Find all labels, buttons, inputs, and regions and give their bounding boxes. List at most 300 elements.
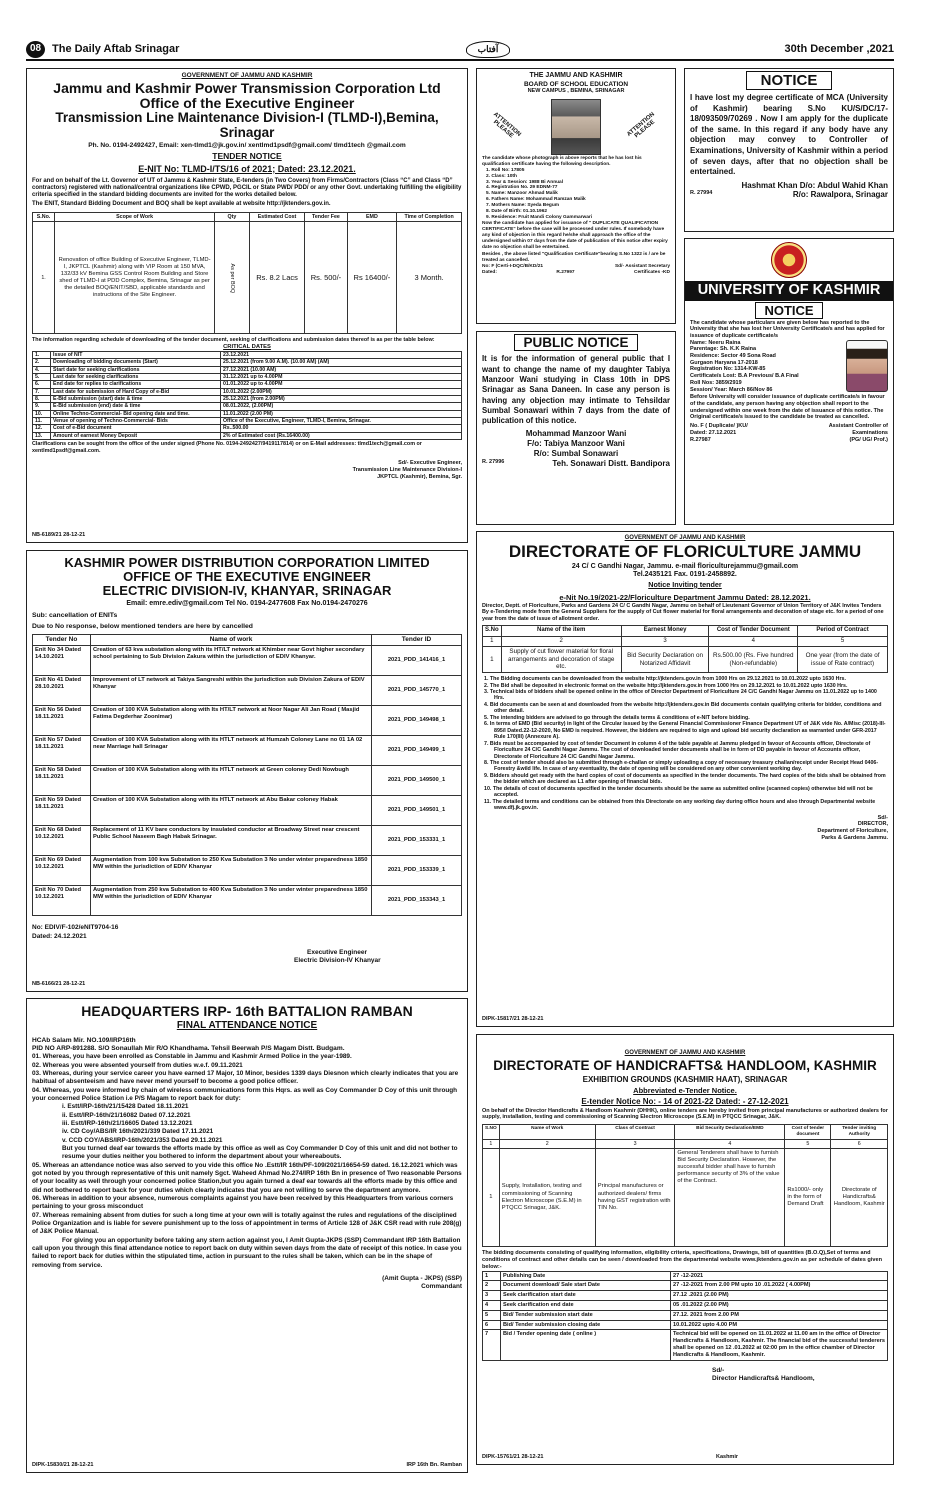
cell: 3 Month. [397, 222, 462, 334]
col-header: Cost of Tender Document [709, 626, 798, 636]
whereas-list [32, 1053, 462, 1103]
bose-title: BOARD OF SCHOOL EDUCATION [523, 80, 629, 88]
col-header: Tender Fee [305, 212, 347, 221]
notice-subtitle: FINAL ATTENDANCE NOTICE [176, 1020, 318, 1032]
residence: R/o: Rawalpora, Srinagar [792, 190, 888, 200]
sig-line: Director Handicrafts& Handloom, [712, 1374, 815, 1382]
flori-table [482, 625, 888, 673]
applicant-line: Teh. Sonawari Distt. Bandipora [552, 458, 670, 468]
cell: E-Bid submission (start) date & time [51, 396, 221, 403]
directorate-title: DIRECTORATE OF FLORICULTURE JAMMU [508, 542, 862, 562]
cell: 3 [595, 1139, 675, 1148]
addressee-line: HCAb Salam Mir. NO.109/IRP16th [32, 1037, 136, 1045]
sig-row [690, 437, 888, 444]
table-row [33, 736, 462, 766]
ref-number [32, 1462, 462, 1469]
table-row [33, 396, 462, 403]
applicant-line: F/o: Tabiya Manzoor Wani [527, 439, 625, 449]
cell: 6 [831, 1139, 888, 1148]
cell: 23.12.2021 [221, 352, 462, 359]
notice-title: NOTICE [746, 71, 833, 90]
university-kashmir-notice [684, 238, 894, 525]
particulars-list [482, 168, 670, 221]
term-item: 9. Bidders should get ready with the hard copies of cost of documents as specified in the tender documents. The hard copies of the bids shall be obtained from the bidder which are declared as L1 after opening of financial bids. [484, 772, 886, 786]
table-row [33, 796, 462, 826]
tel-line: Tel.2435121 Fax. 0191-2458892. [633, 571, 737, 579]
cell: Bid/ Tender submission start date [501, 1310, 671, 1320]
notice-body: I have lost my degree certificate of MCA (University of Kashmir) bearing S.No KU/S/DC/17-18/093509/70269 . Now I am apply for the duplicate of the same. In this regard if any body have any objection may convey to Controller of Examinations, University of Kashmir within a period of seven days, after that no objection shall be entertained. [690, 93, 888, 177]
notice-body: It is for the information of general public that I want to change the name of my daughter Tabiya Manzoor Wani studying in Class 10th in DPS Srinagar as Sana Daneen. In case any person is having any objection may intimate to Tehsildar Sumbal Sonawari within 7 days from the date of publication of this notice. [482, 354, 670, 426]
col-header: Name of the item [501, 626, 621, 636]
masthead [26, 40, 894, 61]
intro-text: The candidate whose photograph is above reports that he has lost his qualification certificate having the following description. [482, 156, 642, 167]
col-header: Tender ID [372, 635, 462, 646]
particular-item: Name: Neeru Raina [690, 339, 741, 346]
intro-text: The candidate whose particulars are given below has reported to the University that she has lost her University Certificate/s and has applied for issuance of duplicate certificate/s [690, 319, 885, 339]
cell: Technical bid will be opened on 11.01.2022 at 11.00 am in the office of Director Handicrafts & Handloom, Kashmir. The financial bid of the successful tenderers shall be opened on 12 .01.2022 at 02:00 pm in the office chamber of Director Handicrafts & Handloom, Kashmir. [671, 1330, 888, 1360]
references-list [32, 1103, 462, 1145]
cell: 1 [483, 647, 502, 673]
cell: Enit No 58 Dated 18.11.2021 [33, 766, 91, 796]
ref-row [482, 459, 670, 469]
cell: Creation of 100 KVA Substation along with its HTLT network at Green coloney Dedi Nowbugh [91, 766, 372, 796]
whereas-item: 07. Whereas remaining absent from duties for such a long time at your own will is totally against the rules and regulations of the disciplined Police Organization and is liable for severe punishment up to the loss of appointment in terms of Article 128 of J&K CSR read with rule 208(g) of J&K Police Manual. [32, 1211, 462, 1236]
term-item: 4. Bid documents can be seen at and downloaded from the website http://jktenders.gov.in Bid documents contain qualifying criteria for bidder, conditions and other detail. [484, 701, 882, 715]
cell: 12. [33, 425, 51, 432]
no-text: No: F (Certi-I-DQC/B/KD/21 [482, 264, 544, 270]
particular-item: Parentage: Sh. K.K Raina [690, 346, 757, 353]
floriculture-tender-notice [476, 531, 894, 1027]
ref-text: NB-6166/21 28-12-21 [32, 981, 86, 988]
term-item: 8. The cost of tender should also be submitted through e-challan or simply uploading a copy of necessary treasury challan/receipt under Receipt Head 0406- Forestry &wild life. In case of any eventuality, the date of opening will be considered on any other convenient working day. [484, 759, 879, 773]
cell: Improvement of LT network at Takiya Sangreshi within the jurisdiction sub Division Zakura of EDIV Khanyar [91, 676, 372, 706]
particular-item: Certificate/s Lost: B.A Previous/ B.A Final [690, 373, 799, 380]
term-item: 7. Bids must be accompanied by cost of tender Document in column 4 of the table payable at Jammu pledged in favour of Accounts officer, Directorate of Floriculture 24 C/C Gandhi Nagar Jammu. The cost of downloaded tender documents shall be in form of DD payable in favour of Accounts officer, Directorate of Floriculture 24 C/C Gandhi Nagar Jammu. [484, 740, 871, 760]
body-text: But you turned deaf ear towards the efforts made by this office as well as Coy Commander D Coy of this unit and did not bother to resume your duties neither you bothered to inform the department about your whereabouts. [62, 1144, 458, 1161]
cell: 1 [483, 636, 502, 646]
sig-line: JKPTCL (Kashmir), Bemina, Sgr. [377, 473, 462, 480]
notice-title: NOTICE [755, 302, 822, 319]
cell: 7 [483, 1330, 501, 1360]
cell: 31.12.2021 up to 4.00PM [221, 374, 462, 381]
cell: Rs1000/- only in the form of Demand Draft [785, 1149, 831, 1247]
term-item: 10. The details of cost of documents specified in the tender documents should be the same as submitted online (scanned copies) otherwise bid will not be accepted. [484, 785, 873, 799]
cell: Last date for submission of Hard Copy of e-Bid [51, 388, 221, 395]
gov-heading: GOVERNMENT OF JAMMU AND KASHMIR [181, 72, 313, 79]
cell: 3 [483, 1291, 501, 1301]
particular-item: 1. Roll No: 17805 [486, 167, 525, 173]
cell: 10.01.2022 upto 4.00 PM [671, 1320, 888, 1330]
cell: 27.12 .2021 (2.00 PM) [671, 1291, 888, 1301]
particular-item: 7. Mothers Name: Syeda Begum [486, 202, 560, 208]
cell: 11.01.2022 (2.00 PM) [221, 410, 462, 417]
sig-line: Sd/- [712, 1366, 725, 1374]
cell: 4 [483, 1300, 501, 1310]
whereas-item: 03. Whereas, during your service career you have earned 17 Major, 10 Minor, besides 1339 days Diesnon which clearly indicates that you are habitual of absenteeism and have never mend yourself to become a good police officer. [32, 1070, 459, 1086]
sig-line: Transmission Line Maintenance Division-I [352, 467, 462, 474]
sig-line: Executive Engineer [307, 948, 367, 956]
info-paragraph: The information regarding schedule of downloading of the tender document, seeking of clarifications and submission dates thereof is as per the table below: [32, 337, 435, 344]
reference-item: i. Estt/IRP-16th/21/15428 Dated 18.11.2021 [62, 1103, 189, 1111]
cell: 5 [483, 1310, 501, 1320]
cell: 2021_PDD_141416_1 [372, 646, 462, 676]
ref-text: R. 27996 [482, 458, 505, 465]
table-row [33, 388, 462, 395]
table-row [483, 1330, 888, 1360]
directorate-title: DIRECTORATE OF HANDICRAFTS& HANDLOOM, KASHMIR [493, 1058, 877, 1074]
table-row [483, 1320, 888, 1330]
sig-line: Sd/- [877, 814, 888, 821]
ref-row [690, 190, 888, 200]
cell: Renovation of office Building of Executive Engineer, TLMD-I, JKPTCL (Kashmir) along with VIP Room at 150 MVA, 132/33 kV Bemina GSS Control Room Building and Store shed of TLMD-I at PDD Complex, Bemina, Srinagar as per the detailed BOQ/ENIT/SBD, applicable standards and instructions of the Site Engineer. [55, 222, 215, 334]
page-number: 08 [26, 41, 45, 58]
cell: 13. [33, 432, 51, 439]
table-row [33, 381, 462, 388]
table-row [483, 1149, 888, 1247]
sig-row [690, 423, 888, 430]
date-text: Dated: [482, 270, 497, 276]
cell: 2021_PDD_153331_1 [372, 826, 462, 856]
reference-item: ii. Estt/IRP-16th/21/16082 Dated 07.12.2021 [62, 1111, 191, 1119]
university-emblem-icon [771, 242, 807, 278]
date-line: Dated: 24.12.2021 [32, 933, 87, 941]
clarification-line: Clarifications can be sought from the office of the under signed (Phone No. 0194-2492427/9419117814) or on E-Mail addresses: tlmd1tech@gmail.com or xentlmd1psdf@gmail.com. [32, 441, 422, 454]
ref-text: NB-6189/21 28-12-21 [32, 532, 86, 539]
sig-text: Examinations [852, 429, 888, 436]
address-line: 24 C/ C Gandhi Nagar, Jammu. e-mail floriculturejammu@gmail.com [571, 562, 799, 570]
cell: Enit No 69 Dated 10.12.2021 [33, 856, 91, 886]
table-row [483, 1281, 888, 1291]
cell: Rs 16400/- [347, 222, 397, 334]
cell: Supply, Installation, testing and commissioning of Scanning Electron Microscope (S.E.M) in PTQCC Srinagar, J&K. [499, 1149, 595, 1247]
tender-paragraph: On behalf of the Director Handicrafts & Handloom Kashmir (DHHK), online tenders are hereby invited from principal manufactures or authorized dealers for supply, installation, testing and commissioning of Scanning Electron Microscope (S.E.M) in PTQCC Srinagar, J&K. [482, 1107, 888, 1121]
work-table [32, 212, 462, 334]
ref-text: DIPK-15761/21 28-12-21 [482, 1454, 544, 1461]
particular-item: Residence: Sector 49 Sona Road [690, 353, 776, 360]
cell: Enit No 59 Dated 18.11.2021 [33, 796, 91, 826]
mca-lost-notice [684, 68, 894, 232]
enit-number: E-tender Notice No: - 14 of 2021-22 Dated: - 27-12-2021 [581, 1096, 789, 1106]
cell: 2021_PDD_153339_1 [372, 856, 462, 886]
table-row [33, 403, 462, 410]
cell: Enit No 41 Dated 28.10.2021 [33, 676, 91, 706]
cell: 7. [33, 388, 51, 395]
contact-line: Ph. No. 0194-2492427, Email: xen-tlmd1@jk.gov.in/ xentlmd1psdf@gmail.com/ tlmd1tech @gmail.com [88, 142, 406, 150]
contact-line: Email: emre.ediv@gmail.com Tel No. 0194-2477608 Fax No.0194-2470276 [126, 600, 368, 608]
cell: 05 .01.2022 (2.00 PM) [671, 1300, 888, 1310]
body-text: Besides , the above listed "Qualification Certificate"bearing S.No 1322 is / are be treated as cancelled. [482, 251, 666, 263]
ref-text: R. 27994 [690, 190, 713, 197]
handicrafts-tender-notice [476, 1034, 894, 1465]
table-row [33, 766, 462, 796]
cell: 1 [483, 1149, 500, 1247]
reference-item: v. CCD COY/ABS/IRP-16th/2021/353 Dated 29.11.2021 [62, 1136, 223, 1144]
newspaper-logo-icon: آفتاب [466, 41, 510, 58]
gov-heading: GOVERNMENT OF JAMMU AND KASHMIR [624, 535, 746, 541]
col-header: Scope of Work [55, 212, 215, 221]
cell: One year (from the date of issue of Rate contract) [798, 647, 888, 673]
sig-line: Electric Division-IV Khanyar [294, 956, 381, 964]
ref-text: R.27997 [556, 270, 575, 276]
sig-row [690, 430, 888, 437]
signature [32, 1275, 462, 1291]
cell: 2% of Estimated cost (Rs.16400.00) [221, 432, 462, 439]
cell: E-Bid submission (end) date & time [51, 403, 221, 410]
cell: 5 [785, 1139, 831, 1148]
critical-dates-heading: CRITICAL DATES [223, 343, 271, 350]
cell: 2021_PDD_149498_1 [372, 706, 462, 736]
cell: 1 [483, 1271, 501, 1281]
cell: Principal manufactures or authorized dealers/ firms having GST registration with TIN No. [595, 1149, 675, 1247]
no-line: No: EDIV/F-102/eNIT9704-16 [32, 924, 119, 932]
cell: 1. [33, 222, 55, 334]
applicant-name: Mohammad Manzoor Wani [525, 429, 627, 439]
sig-line: DIRECTOR, [857, 821, 888, 828]
cell: General Tenderers shall have to furnish Bid Security Declaration. However, the successful bidder shall have to furnish performance security of 3% of the value of the Contract. [675, 1149, 785, 1247]
critical-dates-table [32, 351, 462, 440]
kpdcl-cancellation-notice [26, 550, 468, 992]
col-header: S.NO [483, 1124, 500, 1139]
cell: Creation of 100 KVA Substation along with its HTLT network at Humzah Coloney Lane no 01 1A 02 near Marriage hall Srinagar [91, 736, 372, 766]
nit-heading: Notice Inviting tender [648, 579, 722, 589]
table-row [33, 418, 462, 425]
col-header: Tender No [33, 635, 91, 646]
date-text: Dated: 27.12.2021 [690, 429, 737, 436]
division-title: Transmission Line Maintenance Division-I (TLMD-I),Bemina, Srinagar [55, 110, 439, 140]
table-row [483, 1300, 888, 1310]
schedule-table [482, 1271, 888, 1361]
sig-text: Assistant Controller of [828, 423, 888, 430]
handi-table [482, 1124, 888, 1247]
cell: Enit No 34 Dated 14.10.2021 [33, 646, 91, 676]
table-row [33, 222, 462, 334]
cell: Creation of 63 kva substation along with its HT/LT network at Khimber near Govt higher secondary school pertaining to Sub Division Zakura within the jurisdiction of EDIV Khanyar. [91, 646, 372, 676]
whereas-item: 04. Whereas, you were informed by chain of wireless communications form this Hqrs. as well as Coy Commander D Coy of this unit through your concerned Police Station i.e P/S Magam to report back for duty: [32, 1086, 458, 1102]
cell: 8. [33, 396, 51, 403]
cell: 08.01.2022, (2.00PM) [221, 403, 462, 410]
cell: Enit No 70 Dated 10.12.2021 [33, 886, 91, 916]
cell: As per BOQ [229, 263, 236, 293]
enit-number: E-NIT No: TLMD-I/TS/16 of 2021; Dated: 23.12.2021. [138, 163, 356, 174]
reference-item: iii. Estt/IRP-16th/21/16605 Dated 13.12.2021 [62, 1119, 193, 1127]
subject-line: Sub: cancellation of ENITs [32, 611, 118, 619]
table-row [33, 374, 462, 381]
cell: Seek clarification end date [501, 1300, 671, 1310]
addressee-line: PID NO ARP-891288. S/O Sonaullah Mir R/O Khandhama. Tehsil Beerwah P/S Magam Distt. Budgam. [32, 1045, 345, 1053]
cell: 2021_PDD_149501_1 [372, 796, 462, 826]
ref-number [32, 981, 462, 988]
particular-item: 5. Name: Manzoor Ahmad Malik [486, 191, 558, 197]
cell: Bid / Tender opening date ( online ) [501, 1330, 671, 1360]
reference-item: iv. CD Coy/ABS/IR 16th/2021/339 Dated 17.11.2021 [62, 1128, 214, 1136]
cell: Document download/ Sale start Date [501, 1281, 671, 1291]
ref-number [32, 532, 462, 539]
public-notice [476, 331, 676, 525]
tender-paragraph: For and on behalf of the Lt. Governor of UT of Jammu & Kashmir State, E-tenders (in Two Covers) from Firms/Contractors (Class “C” and Class “D” contractors) registered with national/central organizations like CPWD, PGCIL or State PWD/ PDD/ or any other Govt. undertaking fulfilling the eligibility criteria specified in the standard bidding documents are invited for the works detailed below. [32, 177, 462, 199]
docs-paragraph: The bidding documents consisting of qualifying information, eligibility criteria, specifications, Drawings, bill of quantities (B.O.Q),Set of terms and conditions of contract and other details can be seen / downloaded from the departmental website www.jktenders.gov.in as per schedule of dates given below:- [482, 1250, 883, 1270]
cell: 27.12. 2021 from 2.00 PM [671, 1310, 888, 1320]
particular-item: Gurgaon Haryana 17-2018 [690, 359, 758, 366]
cell: End date for replies to clarifications [51, 381, 221, 388]
jkptcl-tender-notice [26, 68, 468, 543]
cell: 27 -12-2021 [671, 1271, 888, 1281]
cell: 27.12.2021 (10.00 AM) [221, 366, 462, 373]
applicant-name: Hashmat Khan D/o: Abdul Wahid Khan [741, 180, 888, 190]
cell: 2021_PDD_145770_1 [372, 676, 462, 706]
cell: 4 [709, 636, 798, 646]
cell: Downloading of bidding documents (Start) [51, 359, 221, 366]
address-line: EXHIBITION GROUNDS (KASHMIR HAAT), SRINAGAR [582, 1074, 788, 1084]
particular-item: Roll Nos: 3859/2919 [690, 379, 742, 386]
attention-stamp: ATTENTION PLEASE [491, 111, 522, 140]
col-header: S.No. [33, 212, 55, 221]
whereas-item: 05. Whereas an attendance notice was also served to you vide this office No .Estt/IR 16th/PF-109/2021/16654-59 dated. 16.12.2021 which was got noted by you through representative of this unit namely Sgct. Waheed Ahmad No.274/IRP 16th Bn in presence of Two reasonable Persons of your locality as well through your concerned police Station,but you again turned a deaf ear towards all the efforts made by this office and did not bothered to report back for your duties which clearly indicates that you are not willing to serve the department anymore. [32, 1161, 462, 1194]
body-text: Now the candidate has applied for issuance of " DUPLICATE QUALIFICATION CERTIFICATE" before the case will be processed under rules. If somebody have any kind of objection in this regard he/she shall approach the office of the undersigned within 07 days from the date of publication of this notice after expiry date no objection shall be entertained. [482, 221, 668, 250]
table-row [33, 425, 462, 432]
cell: Issue of NIT [51, 352, 221, 359]
cell: 10.01.2022 (2.00PM) [221, 388, 462, 395]
cell: Creation of 100 KVA Substation along with its HTLT network at Abu Bakar coloney Habak [91, 796, 372, 826]
whereas-item: 02. Whereas you were absented yourself from duties w.e.f. 09.11.2021 [32, 1061, 243, 1069]
cell: Directorate of Handicrafts& Handloom, Kashmir [831, 1149, 888, 1247]
table-row [33, 646, 462, 676]
cell: Publishing Date [501, 1271, 671, 1281]
signature [712, 1367, 888, 1383]
sig-line: Department of Floriculture, [817, 828, 888, 834]
ref-text: DIPK-15817/21 28-12-21 [482, 1016, 544, 1023]
table-row [33, 359, 462, 366]
sig-line: (Amit Gupta - JKPS) (SSP) [382, 1274, 462, 1282]
term-item: 1. The Bidding documents can be downloaded from the website http://jktenders.gov.in from 1000 Hrs on 29.12.2021 to 10.01.2022 upto 1630 Hrs. [484, 676, 846, 683]
no-text: No. F ( Duplicate/ )KU/ [690, 423, 748, 430]
cell: 25.12.2021 (from 9.00 A.M). (10.00 AM) (AM) [221, 359, 462, 366]
cell: 4. [33, 366, 51, 373]
term-item: 2. The Bid shall be deposited in electronic format on the website http://jktenders.gov.in from 1000 Hrs on 29.12.2021 to 10.01.2022 upto 1630 Hrs. [484, 682, 848, 689]
table-row [33, 856, 462, 886]
cell: Start date for seeking clarifications [51, 366, 221, 373]
sig-text: (PG/ UG/ Prof.) [849, 436, 888, 443]
enit-number: e-Nit No.19/2021-22/Floriculture Department Jammu Dated: 28.12.2021. [559, 592, 811, 602]
cell: 10. [33, 410, 51, 417]
cell: Amount of earnest Money Deposit [51, 432, 221, 439]
bose-notice [476, 68, 676, 324]
cancelled-tenders-table [32, 634, 462, 916]
term-item: 11. The detailed terms and conditions can be obtained from this Directorate on any working day during office hours and also through Departmental website www.dfj.jk.gov.in. [484, 798, 876, 812]
col-header: Qty [215, 212, 250, 221]
ref-number [482, 1016, 888, 1023]
table-row [33, 886, 462, 916]
col-header: Time of Completion [397, 212, 462, 221]
table-row [483, 1310, 888, 1320]
office-title: OFFICE OF THE EXECUTIVE ENGINEER [123, 569, 371, 585]
cell: Replacement of 11 KV bare conductors by insulated conductor at Broadway Street near crescent Public School Naseem Bagh Habak Srinagar. [91, 826, 372, 856]
cell: 2021_PDD_149500_1 [372, 766, 462, 796]
whereas-item: 06. Whereas in addition to your absence, numerous complaints against you have been received by this Headquarters from various corners pertaining to your gross misconduct [32, 1194, 454, 1211]
particular-item: 6. Fathers Name: Mohammad Ramzan Malik [486, 197, 586, 203]
sig-text: Sd/- Assistant Secretary [614, 264, 670, 270]
table-row [33, 676, 462, 706]
cell: Cost of e-Bid document [51, 425, 221, 432]
irp-attendance-notice [26, 998, 468, 1473]
cell: Enit No 57 Dated 18.11.2021 [33, 736, 91, 766]
cell: 4 [675, 1139, 785, 1148]
cell: 2 [501, 636, 621, 646]
cell: 2 [499, 1139, 595, 1148]
cell: 2021_PDD_153343_1 [372, 886, 462, 916]
cell: 1. [33, 352, 51, 359]
cell: Office of the Executive, Engineer, TLMD-I, Bemina, Srinagar. [221, 418, 462, 425]
table-row [33, 826, 462, 856]
tender-paragraph: Director, Deptt. of Floriculture, Parks and Gardens 24 C/ C Gandhi Nagar, Jammu on behalf of Lieutenant Governor of Union Territory of J&K Invites Tenders By e-Tendering mode from the General Suppliers for the supply of Cut flower material for floral arrangements and decoration of stage etc. for a period of one year from the date of issue of allotment order. [482, 602, 884, 622]
sig-line: Parks & Gardens Jammu. [821, 834, 888, 841]
cell: Enit No 56 Dated 18.11.2021 [33, 706, 91, 736]
body-text: Before University will consider issuance of duplicate certificate/s in favour of the candidate, any person having any objection shall report to the undersigned within one week from the date of issuance of this notice. The Original certificate/s issued to the candidate be treated as cancelled. [690, 394, 885, 421]
col-header: Class of Contract [595, 1124, 675, 1139]
whereas-item: 01. Whereas, you have been enrolled as Constable in Jammu and Kashmir Armed Police in the year-1989. [32, 1053, 352, 1061]
col-header: S.No [483, 626, 502, 636]
intro-line: Due to No response, below mentioned tenders are here by cancelled [32, 622, 253, 630]
ref-number [482, 1454, 888, 1461]
col-header: Name of Work [499, 1124, 595, 1139]
terms-list [482, 676, 888, 812]
cell: Creation of 100 KVA Substation along with Its HT/LT network at Noor Nagar Ali Jan Road ( Masjid Fatima Degderhar Zoonimar) [91, 706, 372, 736]
col-header: EMD [347, 212, 397, 221]
ref-text: DIPK-15830/21 28-12-21 [32, 1462, 94, 1469]
signature [32, 460, 462, 480]
university-title: UNIVERSITY OF KASHMIR [685, 281, 893, 301]
candidate-photo [551, 99, 601, 155]
signature [482, 815, 888, 842]
col-header: Bid Security Declaration/EMD [675, 1124, 785, 1139]
col-header: Name of work [91, 635, 372, 646]
sig-row [482, 270, 670, 276]
table-row [483, 1291, 888, 1301]
candidate-photo [846, 340, 888, 392]
attention-stamp: ATTENTION PLEASE [626, 111, 657, 140]
cell: Augmentation from 250 kva Substation to 400 Kva Substation 3 No under winter preparedness 1850 MW within the jurisdiction of EDIV Khanyar [91, 886, 372, 916]
table-row [483, 647, 888, 673]
cell: Supply of cut flower material for floral arrangements and decoration of stage etc. [501, 647, 621, 673]
cell: 5. [33, 374, 51, 381]
cell: 6. [33, 381, 51, 388]
enit-website-line: The ENIT, Standard Bidding Document and BOQ shall be kept available at website http://jktenders.gov.in. [32, 200, 331, 207]
office-title: Office of the Executive Engineer [139, 95, 355, 112]
table-row [33, 366, 462, 373]
cell: 2. [33, 359, 51, 366]
hq-title: HEADQUARTERS IRP- 16th BATTALION RAMBAN [81, 1003, 413, 1019]
cell: 2 [483, 1281, 501, 1291]
cell: Venue of opening of Techno-Commercial- Bids [51, 418, 221, 425]
particular-item: Session/ Year: March 86/Nov 86 [690, 386, 773, 393]
cell: Rs. 8.2 Lacs [249, 222, 305, 334]
table-row [33, 352, 462, 359]
table-row [33, 706, 462, 736]
particular-item: 4. Registration No. 29 EDNM-77 [486, 185, 558, 191]
abbr-heading: Abbreviated e-Tender Notice. [633, 1085, 737, 1095]
whereas-list [32, 1162, 462, 1237]
table-row [33, 410, 462, 417]
ref-text: R.27987 [690, 436, 711, 443]
col-header: Cost of tender document [785, 1124, 831, 1139]
cell: Rs.500.00 (Rs. Five hundred (Non-refundable) [709, 647, 798, 673]
bose-title: THE JAMMU AND KASHMIR [529, 72, 623, 79]
cell: Bid Security Declaration on Notarized Affidavit [621, 647, 709, 673]
bose-title: NEW CAMPUS , BEMINA, SRINAGAR [527, 88, 625, 95]
cell: 2021_PDD_149499_1 [372, 736, 462, 766]
particular-item: 3. Year & Session: 1988 Bi Annual [486, 179, 564, 185]
applicant-line: R/o: Sumbal Sonawari [533, 448, 619, 458]
particular-item: 8. Date of Birth: 01.10.1962 [486, 208, 548, 214]
